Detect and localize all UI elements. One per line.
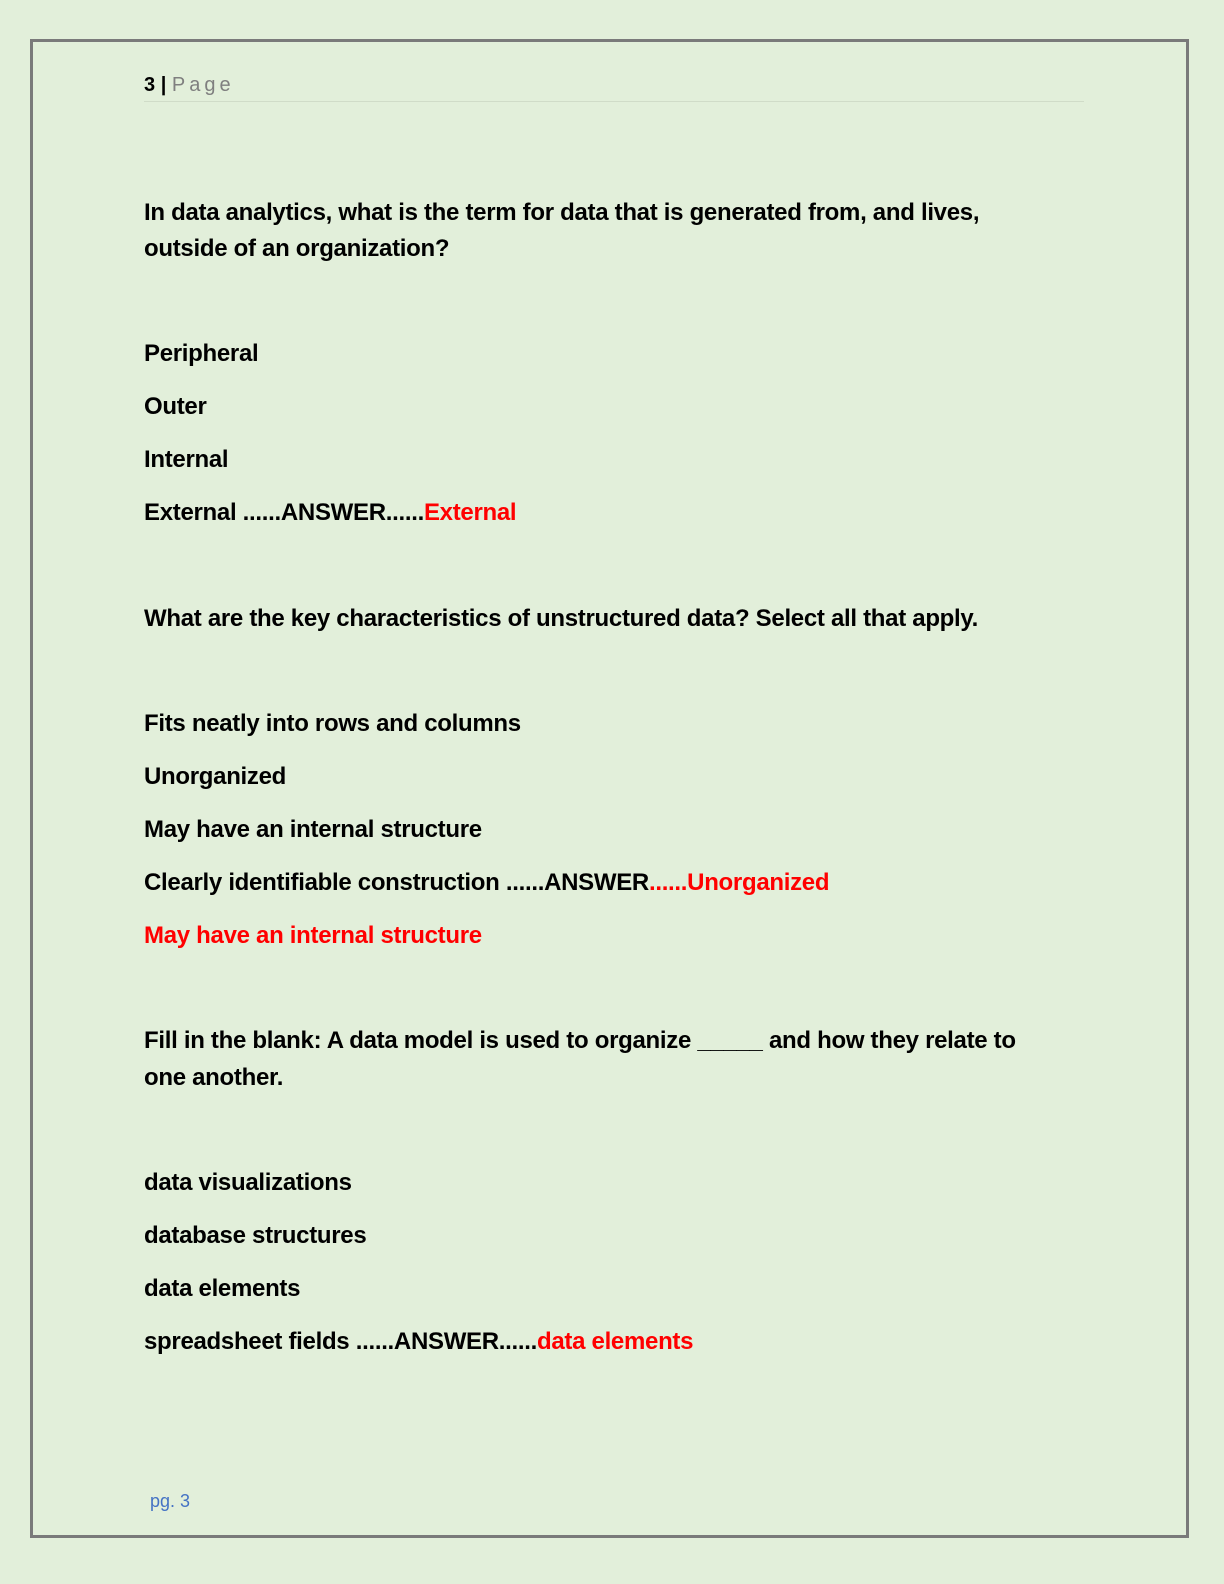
header-page-word: Page bbox=[171, 74, 235, 96]
q3-question-line2: one another. bbox=[144, 1064, 284, 1091]
q2-answer-line bbox=[144, 865, 829, 901]
q3-answer: data elements bbox=[537, 1328, 694, 1355]
q2-answer-2: May have an internal structure bbox=[144, 922, 482, 949]
q2-question: What are the key characteristics of unstructured data? Select all that apply. bbox=[144, 605, 979, 632]
q1-question-line2: outside of an organization? bbox=[144, 235, 450, 262]
q3-question-line1: Fill in the blank: A data model is used to organize _____ and how they relate to bbox=[144, 1027, 1016, 1054]
q2-last-option: Clearly identifiable construction ......ANSWER bbox=[144, 869, 649, 896]
q3-option: data elements bbox=[144, 1275, 301, 1302]
q1-last-option: External ......ANSWER...... bbox=[144, 499, 424, 526]
q3-option: data visualizations bbox=[144, 1169, 352, 1196]
q1-answer-line bbox=[144, 495, 516, 531]
q1-option: Internal bbox=[144, 446, 229, 473]
page-header bbox=[144, 72, 1084, 102]
q2-option: Fits neatly into rows and columns bbox=[144, 710, 521, 737]
q1-option: Peripheral bbox=[144, 340, 259, 367]
q1-option: Outer bbox=[144, 393, 207, 420]
q3-last-option: spreadsheet fields ......ANSWER...... bbox=[144, 1328, 537, 1355]
q1-answer: External bbox=[423, 499, 517, 526]
q3-answer-line bbox=[144, 1324, 693, 1360]
footer-page-label: pg. 3 bbox=[150, 1491, 191, 1511]
q1-question-line1: In data analytics, what is the term for data that is generated from, and lives, bbox=[144, 199, 980, 226]
q2-option: May have an internal structure bbox=[144, 816, 482, 843]
q2-option: Unorganized bbox=[144, 763, 287, 790]
q3-option: database structures bbox=[144, 1222, 367, 1249]
q2-answer-1: ......Unorganized bbox=[648, 869, 830, 896]
header-page-number: 3 bbox=[144, 74, 156, 96]
header-separator: | bbox=[160, 74, 167, 96]
